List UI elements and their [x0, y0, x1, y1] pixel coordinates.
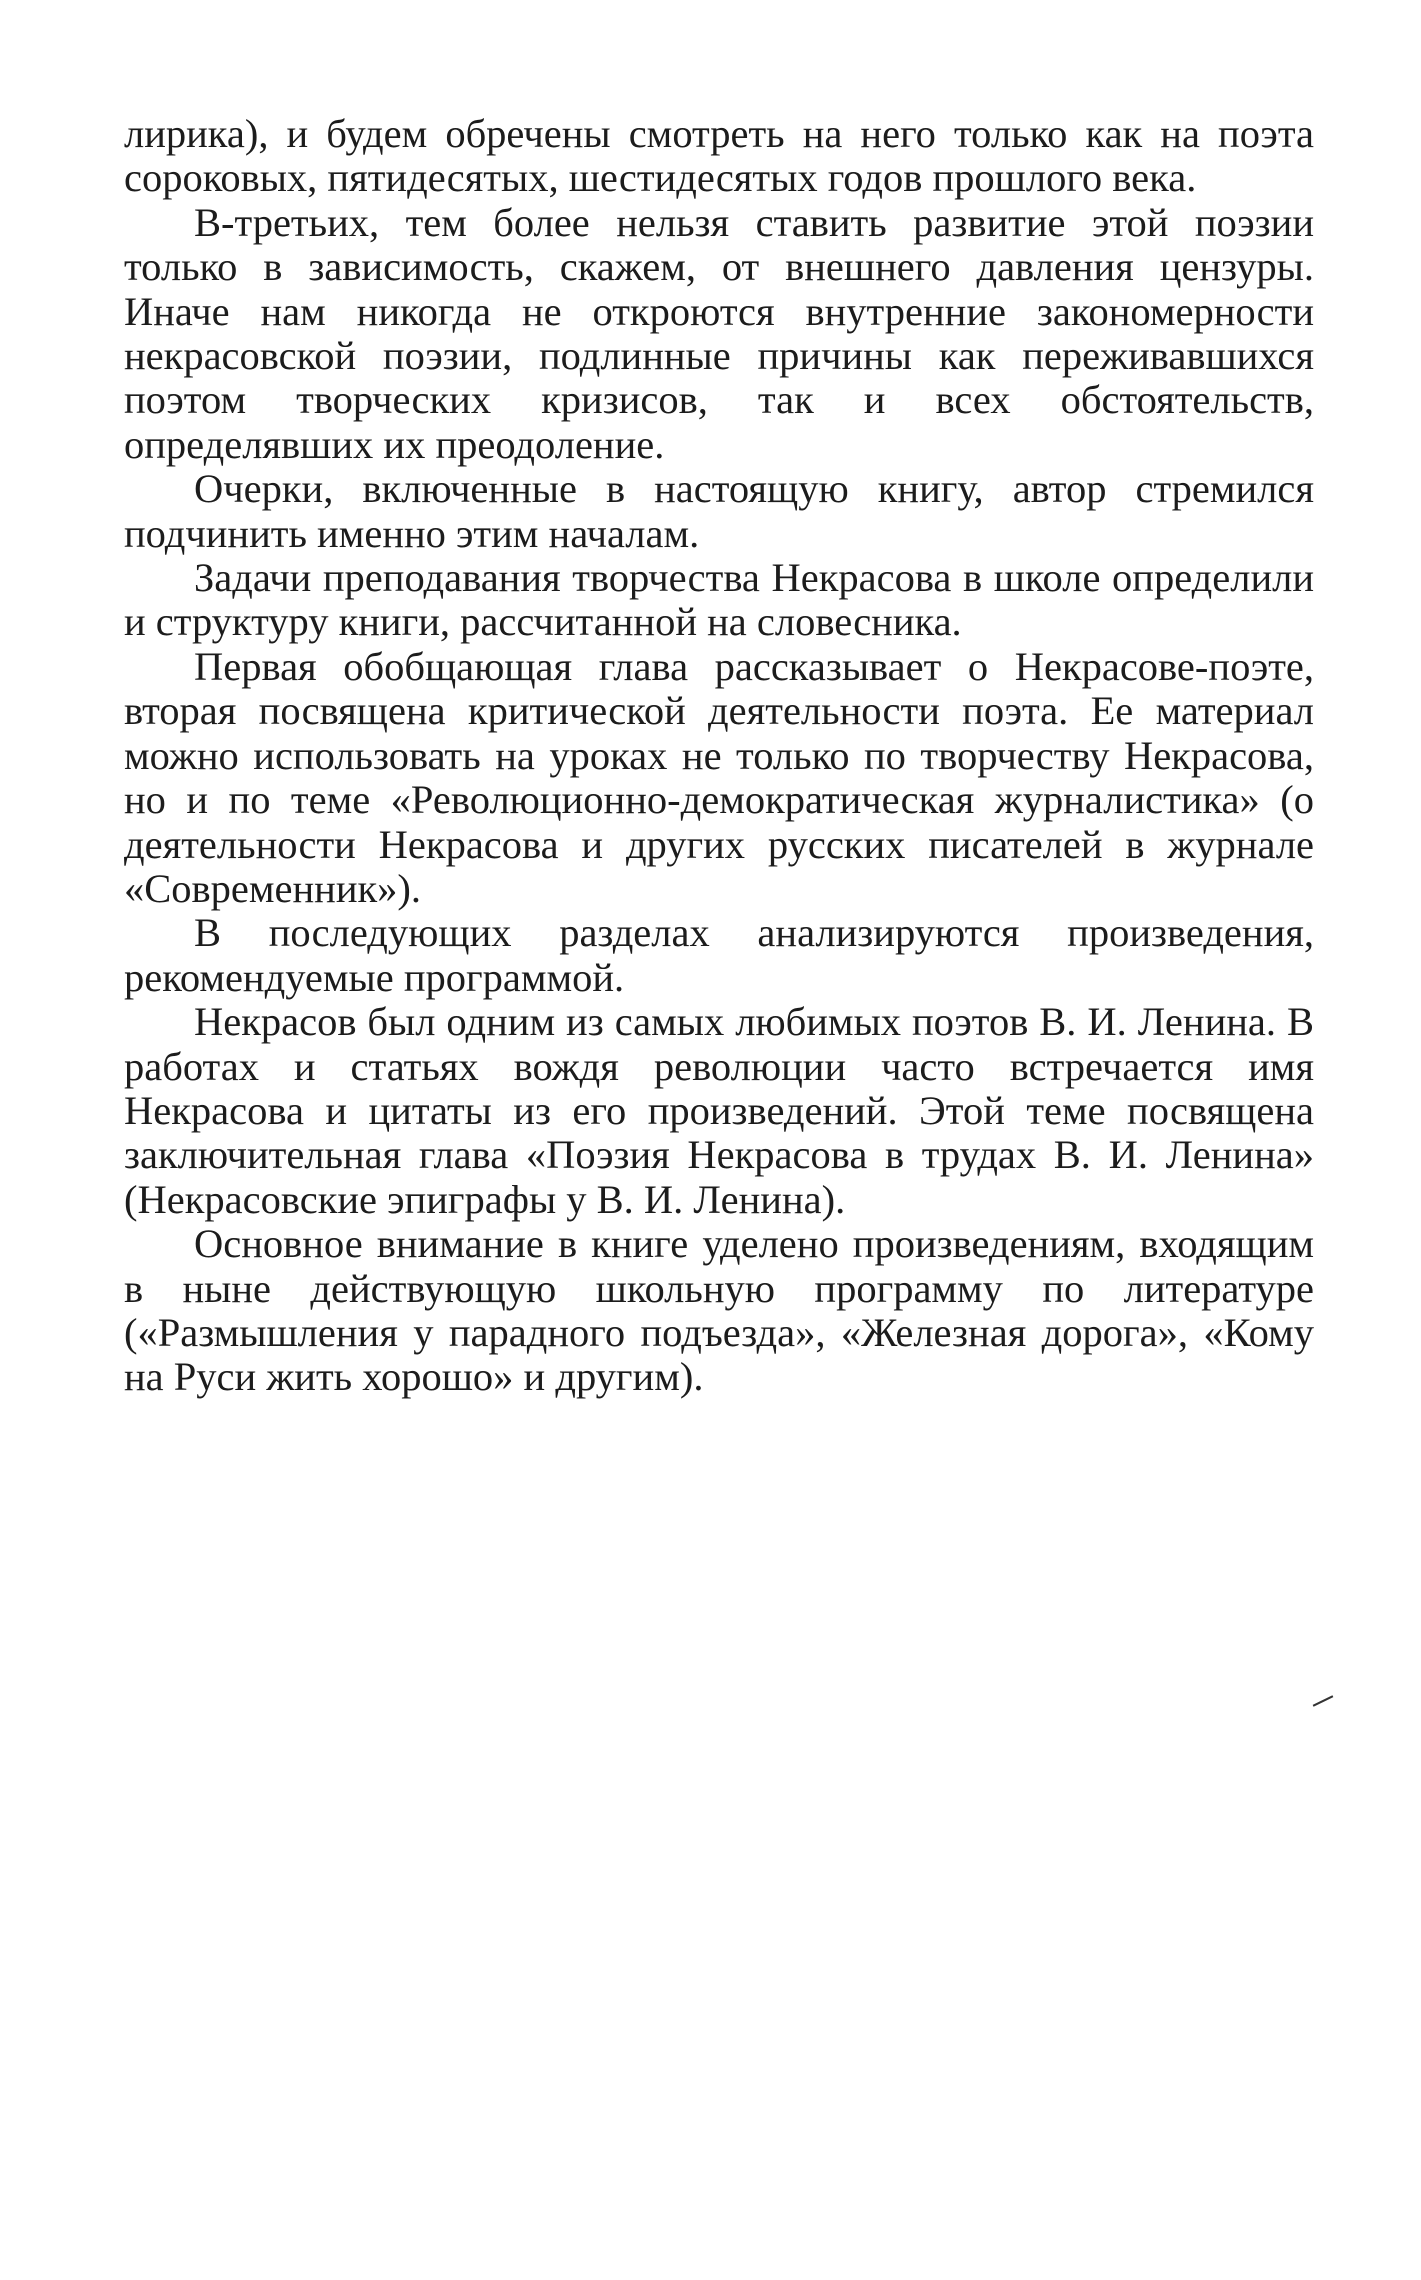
paragraph-lenin: Некрасов был одним из самых любимых поэтов В. И. Ленина. В работах и статьях вождя революции часто встречается имя Некрасова и цитаты из его произведений. Этой теме посвящена заключительная глава «Поэзия Некрасова в трудах В. И. Ленина» (Некрасовские эпиграфы у В. И. Ленина). [124, 999, 1314, 1222]
paragraph-continuation: лирика), и будем обречены смотреть на него только как на поэта сороковых, пятидесятых, шестидесятых годов прошлого века. [124, 111, 1314, 201]
paragraph-main-attention: Основное внимание в книге уделено произведениям, входящим в ныне действующую школьную программу по литературе («Размышления у парадного подъезда», «Железная дорога», «Кому на Руси жить хорошо» и другим). [124, 1221, 1314, 1400]
paragraph-following-sections: В последующих разделах анализируются произведения, рекомендуемые программой. [124, 910, 1314, 1000]
paragraph-essays: Очерки, включенные в настоящую книгу, автор стремился подчинить именно этим началам. [124, 466, 1314, 556]
stray-mark [1313, 1695, 1334, 1706]
page-text [124, 112, 1314, 1400]
paragraph-teaching-tasks: Задачи преподавания творчества Некрасова в школе определили и структуру книги, рассчитанной на словесника. [124, 555, 1314, 645]
paragraph-first-chapter: Первая обобщающая глава рассказывает о Некрасове-поэте, вторая посвящена критической деятельности поэта. Ее материал можно использовать на уроках не только по творчеству Некрасова, но и по теме «Революционно-демократическая журналистика» (о деятельности Некрасова и других русских писателей в журнале «Современник»). [124, 643, 1314, 911]
paragraph-third-point: В-третьих, тем более нельзя ставить развитие этой поэзии только в зависимость, скажем, от внешнего давления цензуры. Иначе нам никогда не откроются внутренние закономерности некрасовской поэзии, подлинные причины как переживавшихся поэтом творческих кризисов, так и всех обстоятельств, определявших их преодоление. [124, 199, 1314, 467]
